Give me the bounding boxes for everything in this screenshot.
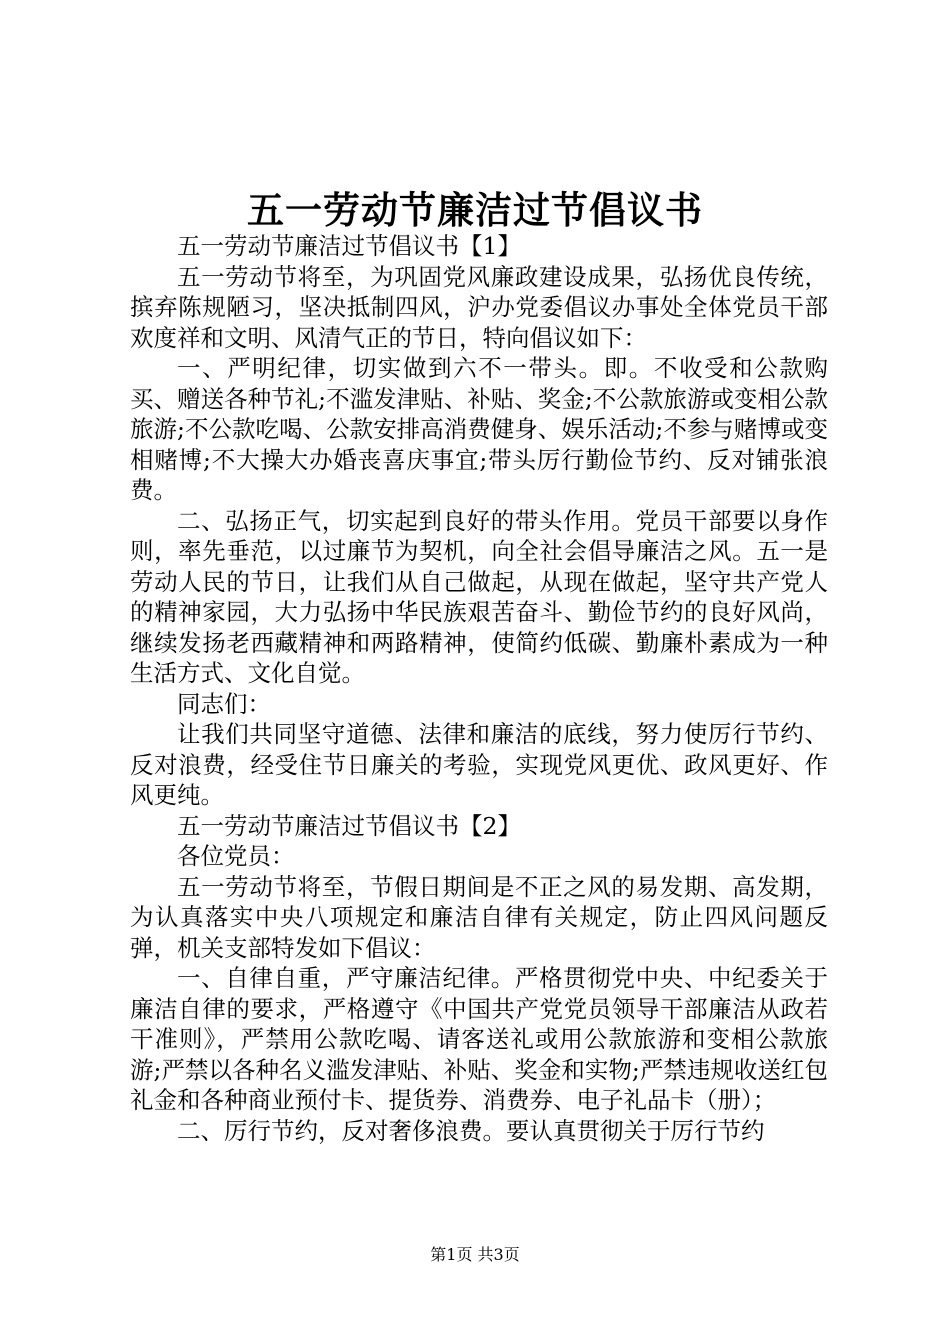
page-number: 第1页 共3页 bbox=[430, 1245, 520, 1264]
paragraph-closing-1: 让我们共同坚守道德、法律和廉洁的底线，努力使厉行节约、反对浪费，经受住节日廉关的考验，实现党风更优、政风更好、作风更纯。 bbox=[130, 720, 828, 809]
section-heading-1: 五一劳动节廉洁过节倡议书【1】 bbox=[177, 232, 521, 260]
paragraph-point-1-1: 一、严明纪律，切实做到六不一带头。即。不收受和公款购买、赠送各种节礼;不滥发津贴、补贴、奖金;不公款旅游或变相公款旅游;不公款吃喝、公款安排高消费健身、娱乐活动;不参与赌博或变相赌博;不大操大办婚丧喜庆事宜;带头厉行勤俭节约、反对铺张浪费。 bbox=[130, 354, 828, 504]
paragraph-point-1-2: 二、弘扬正气，切实起到良好的带头作用。党员干部要以身作则，率先垂范，以过廉节为契机，向全社会倡导廉洁之风。五一是劳动人民的节日，让我们从自己做起，从现在做起，坚守共产党人的精神家园，大力弘扬中华民族艰苦奋斗、勤俭节约的良好风尚，继续发扬老西藏精神和两路精神，使简约低碳、勤廉朴素成为一种生活方式、文化自觉。 bbox=[130, 506, 828, 687]
paragraph-point-2-1: 一、自律自重，严守廉洁纪律。严格贯彻党中央、中纪委关于廉洁自律的要求，严格遵守《中国共产党党员领导干部廉洁从政若干准则》，严禁用公款吃喝、请客送礼或用公款旅游和变相公款旅游;严禁以各种名义滥发津贴、补贴、奖金和实物;严禁违规收送红包礼金和各种商业预付卡、提货券、消费券、电子礼品卡（册）； bbox=[130, 964, 828, 1114]
paragraph-intro-1: 五一劳动节将至，为巩固党风廉政建设成果，弘扬优良传统，摈弃陈规陋习，坚决抵制四风，沪办党委倡议办事处全体党员干部欢度祥和文明、风清气正的节日，特向倡议如下： bbox=[130, 262, 828, 352]
paragraph-salutation-1: 同志们： bbox=[177, 689, 271, 718]
document-title: 五一劳动节廉洁过节倡议书 bbox=[247, 188, 703, 232]
paragraph-salutation-2: 各位党员： bbox=[177, 842, 295, 870]
paragraph-point-2-2: 二、厉行节约，反对奢侈浪费。要认真贯彻关于厉行节约 bbox=[177, 1116, 765, 1145]
document-body bbox=[130, 231, 828, 1146]
paragraph-intro-2: 五一劳动节将至，节假日期间是不正之风的易发期、高发期，为认真落实中央八项规定和廉洁自律有关规定，防止四风问题反弹，机关支部特发如下倡议： bbox=[130, 872, 828, 962]
section-heading-2: 五一劳动节廉洁过节倡议书【2】 bbox=[177, 811, 521, 840]
